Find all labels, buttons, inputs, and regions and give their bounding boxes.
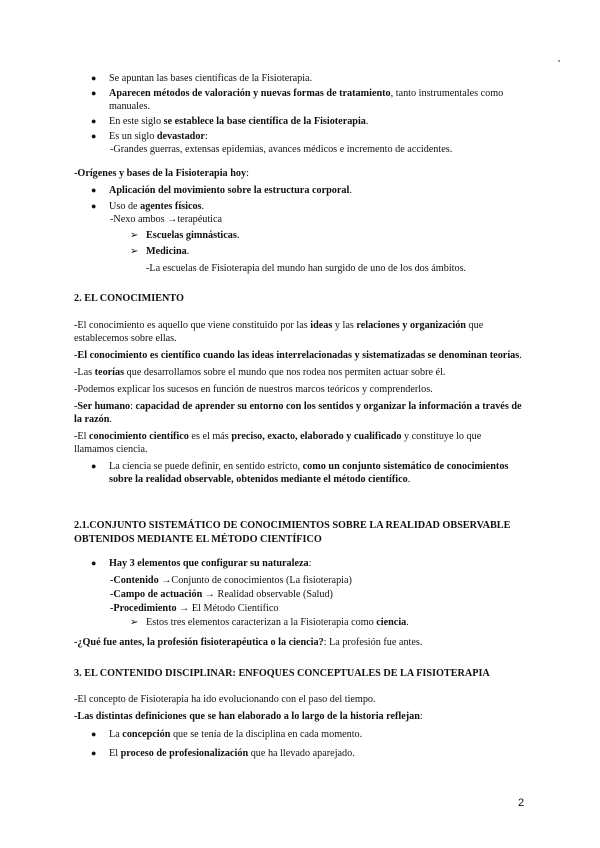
list-item: ● La concepción que se tenía de la disciplina en cada momento. bbox=[91, 729, 363, 740]
war-line: -Grandes guerras, extensas epidemias, avances médicos e incremento de accidentes. bbox=[110, 144, 453, 155]
paragraph: -El concepto de Fisioterapia ha ido evolucionando con el paso del tiempo. bbox=[74, 694, 376, 705]
bullet-icon: ● bbox=[91, 185, 97, 195]
nexo-line: -Nexo ambos →terapéutica bbox=[110, 214, 223, 225]
page-number: 2 bbox=[518, 797, 525, 809]
paragraph: -Las teorías que desarrollamos sobre el mundo que nos rodea nos permiten actuar sobre él. bbox=[74, 367, 446, 378]
list-item: ● Aparecen métodos de valoración y nuevas formas de tratamiento, tanto instrumentales como manuales. bbox=[91, 88, 504, 112]
origins-block bbox=[74, 167, 522, 275]
section-3 bbox=[74, 667, 522, 760]
arrow-item: ➢ Medicina. bbox=[130, 246, 190, 257]
section-2 bbox=[74, 292, 522, 486]
list-item: ● Se apuntan las bases científicas de la Fisioterapia. bbox=[91, 73, 313, 84]
bullet-icon: ● bbox=[91, 116, 97, 126]
section-3-title: 3. EL CONTENIDO DISCIPLINAR: ENFOQUES CONCEPTUALES DE LA FISIOTERAPIA bbox=[74, 668, 490, 679]
bullet-icon: ● bbox=[91, 558, 97, 568]
list-item: ● La ciencia se puede definir, en sentido estricto, como un conjunto sistemático de conocimientos sobre la realidad observable, obtenidos mediante el método científico. bbox=[91, 461, 509, 485]
list-item: ● Hay 3 elementos que configurar su naturaleza: bbox=[91, 558, 312, 569]
arrowhead-icon: ➢ bbox=[130, 246, 139, 257]
list-item: ● Aplicación del movimiento sobre la estructura corporal. bbox=[91, 185, 352, 196]
bullet-icon: ● bbox=[91, 729, 97, 739]
paragraph: -El conocimiento es científico cuando las ideas interrelacionadas y sistematizadas se denominan teorías. bbox=[74, 350, 522, 361]
bullet-icon: ● bbox=[91, 131, 97, 141]
arrow-item: ➢ Escuelas gimnásticas. bbox=[130, 230, 240, 241]
paragraph: -El conocimiento científico es el más preciso, exacto, elaborado y cualificado y constituye lo que llamamos ciencia. bbox=[74, 431, 482, 455]
element-item: -Procedimiento → El Método Científico bbox=[110, 603, 279, 614]
paragraph: -Podemos explicar los sucesos en función de nuestros marcos teóricos y comprenderlos. bbox=[74, 384, 433, 395]
list-item: ● El proceso de profesionalización que ha llevado aparejado. bbox=[91, 748, 355, 759]
bullet-icon: ● bbox=[91, 73, 97, 83]
origins-heading: -Orígenes y bases de la Fisioterapia hoy: bbox=[74, 168, 249, 179]
element-item: -Contenido →Conjunto de conocimientos (La fisioterapia) bbox=[110, 575, 352, 586]
question-line: -¿Qué fue antes, la profesión fisioterapéutica o la ciencia?: La profesión fue antes. bbox=[74, 637, 423, 648]
schools-line: -La escuelas de Fisioterapia del mundo han surgido de uno de los dos ámbitos. bbox=[146, 263, 467, 274]
list-item: ● En este siglo se establece la base científica de la Fisioterapia. bbox=[91, 116, 369, 127]
corner-dot bbox=[558, 60, 560, 62]
bullet-icon: ● bbox=[91, 88, 97, 98]
section-2-1-title: 2.1.CONJUNTO SISTEMÁTICO DE CONOCIMIENTOS SOBRE LA REALIDAD OBSERVABLE OBTENIDOS MEDIANTE EL MÉTODO CIENTÍFICO bbox=[74, 520, 511, 545]
arrowhead-icon: ➢ bbox=[130, 230, 139, 241]
arrowhead-icon: ➢ bbox=[130, 617, 139, 628]
section-2-1 bbox=[74, 519, 522, 649]
list-item: ● Uso de agentes físicos. bbox=[91, 201, 205, 212]
list-item: ● Es un siglo devastador: bbox=[91, 131, 208, 142]
bullet-icon: ● bbox=[91, 461, 97, 471]
bullet-icon: ● bbox=[91, 201, 97, 211]
paragraph: -Las distintas definiciones que se han elaborado a lo largo de la historia reflejan: bbox=[74, 711, 423, 722]
element-item: -Campo de actuación → Realidad observable (Salud) bbox=[110, 589, 333, 600]
paragraph: -Ser humano: capacidad de aprender su entorno con los sentidos y organizar la información a través de la razón. bbox=[74, 401, 522, 425]
arrow-item: ➢ Estos tres elementos caracterizan a la Fisioterapia como ciencia. bbox=[130, 617, 409, 628]
section-2-title: 2. EL CONOCIMIENTO bbox=[74, 293, 184, 304]
bullet-icon: ● bbox=[91, 748, 97, 758]
paragraph: -El conocimiento es aquello que viene constituido por las ideas y las relaciones y organización que establecemos sobre ellas. bbox=[74, 320, 484, 344]
history-bullets bbox=[74, 72, 522, 156]
